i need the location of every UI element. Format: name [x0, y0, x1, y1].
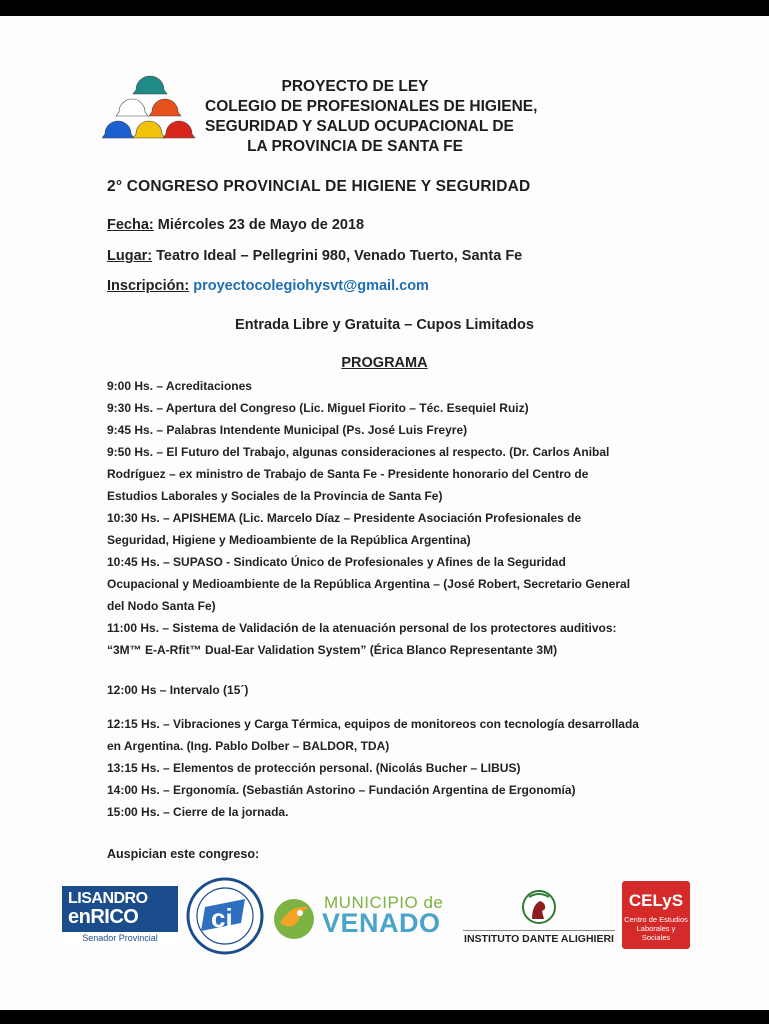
programa-title: PROGRAMA [341, 355, 428, 371]
programa-line: “3M™ E-A-Rfit™ Dual-Ear Validation System” (Érica Blanco Representante 3M) [107, 643, 558, 657]
programa-line: 14:00 Hs. – Ergonomía. (Sebastián Astorino – Fundación Argentina de Ergonomía) [107, 783, 576, 797]
title-line: COLEGIO DE PROFESIONALES DE HIGIENE, [205, 98, 538, 115]
programa-line: Rodríguez – ex ministro de Trabajo de Santa Fe - Presidente honorario del Centro de [107, 467, 589, 481]
celys-name: CELyS [628, 891, 684, 910]
programa-line: 9:30 Hs. – Apertura del Congreso (Lic. Miguel Fiorito – Téc. Esequiel Ruiz) [107, 401, 529, 415]
inscripcion-email-link[interactable]: proyectocolegiohysvt@gmail.com [193, 278, 429, 294]
title-line: PROYECTO DE LEY [281, 78, 429, 95]
dante-portrait-icon [521, 889, 557, 927]
programa-line: 15:00 Hs. – Cierre de la jornada. [107, 805, 289, 819]
municipio-line1: MUNICIPIO de [324, 893, 444, 912]
fecha-label: Fecha: [107, 217, 154, 233]
venado-bird-icon [272, 897, 318, 941]
celys-logo [622, 881, 690, 949]
programa-line: 12:00 Hs – Intervalo (15´) [107, 683, 249, 697]
centro-comercial-seal-icon [185, 877, 265, 955]
programa-line: 9:00 Hs. – Acreditaciones [107, 379, 252, 393]
municipio-venado-logo [272, 893, 457, 943]
entrada-text: Entrada Libre y Gratuita – Cupos Limitados [235, 317, 534, 333]
lisandro-line1: LISANDRO [68, 890, 148, 907]
programa-line: 9:50 Hs. – El Futuro del Trabajo, algunas consideraciones al respecto. (Dr. Carlos Anibal [107, 445, 610, 459]
sponsor-logos [60, 877, 700, 952]
title-line: SEGURIDAD Y SALUD OCUPACIONAL DE [205, 118, 514, 135]
programa-line: 9:45 Hs. – Palabras Intendente Municipal (Ps. José Luis Freyre) [107, 423, 468, 437]
fecha-value: Miércoles 23 de Mayo de 2018 [157, 217, 365, 233]
programa-line: 11:00 Hs. – Sistema de Validación de la atenuación personal de los protectores auditivos: [107, 621, 617, 635]
lisandro-line2: enRICO [68, 906, 139, 928]
inscripcion-label: Inscripción: [107, 278, 190, 294]
programa-list [107, 375, 697, 661]
lugar-value: Teatro Ideal – Pellegrini 980, Venado Tuerto, Santa Fe [156, 248, 523, 264]
programa-line: 13:15 Hs. – Elementos de protección personal. (Nicolás Bucher – LIBUS) [107, 761, 521, 775]
programa-heading [0, 355, 769, 371]
colored-hard-hats-icon [102, 72, 198, 144]
inscripcion-row [107, 278, 429, 294]
title-line: LA PROVINCIA DE SANTA FE [247, 138, 463, 155]
programa-list [107, 713, 697, 823]
dante-alighieri-logo [463, 889, 615, 947]
congress-title: 2° CONGRESO PROVINCIAL DE HIGIENE Y SEGURIDAD [107, 178, 531, 195]
municipio-line2: VENADO [322, 908, 441, 938]
lugar-row [107, 248, 522, 264]
sponsors-heading: Auspician este congreso: [107, 847, 260, 861]
dante-name: INSTITUTO DANTE ALIGHIERI [463, 930, 615, 945]
celys-subtitle: Centro de Estudios Laborales y Sociales [624, 915, 688, 942]
programa-line: del Nodo Santa Fe) [107, 599, 216, 613]
ci-monogram: ci [211, 903, 233, 933]
lisandro-enrico-logo [62, 886, 178, 944]
programa-line: Estudios Laborales y Sociales de la Provincia de Santa Fe) [107, 489, 443, 503]
programa-line: 10:30 Hs. – APISHEMA (Lic. Marcelo Díaz – Presidente Asociación Profesionales de [107, 511, 582, 525]
fecha-row [107, 217, 364, 233]
lugar-label: Lugar: [107, 248, 153, 264]
lisandro-line3: Senador Provincial [62, 932, 178, 944]
programa-line: 10:45 Hs. – SUPASO - Sindicato Único de Profesionales y Afines de la Seguridad [107, 555, 566, 569]
document-title [205, 77, 538, 157]
programa-line: en Argentina. (Ing. Pablo Dolber – BALDOR, TDA) [107, 739, 390, 753]
programa-list [107, 679, 697, 701]
programa-line: Ocupacional y Medioambiente de la República Argentina – (José Robert, Secretario General [107, 577, 631, 591]
programa-line: Seguridad, Higiene y Medioambiente de la República Argentina) [107, 533, 471, 547]
flyer-page [0, 16, 769, 1010]
programa-line: 12:15 Hs. – Vibraciones y Carga Térmica, equipos de monitoreos con tecnología desarrollada [107, 717, 639, 731]
